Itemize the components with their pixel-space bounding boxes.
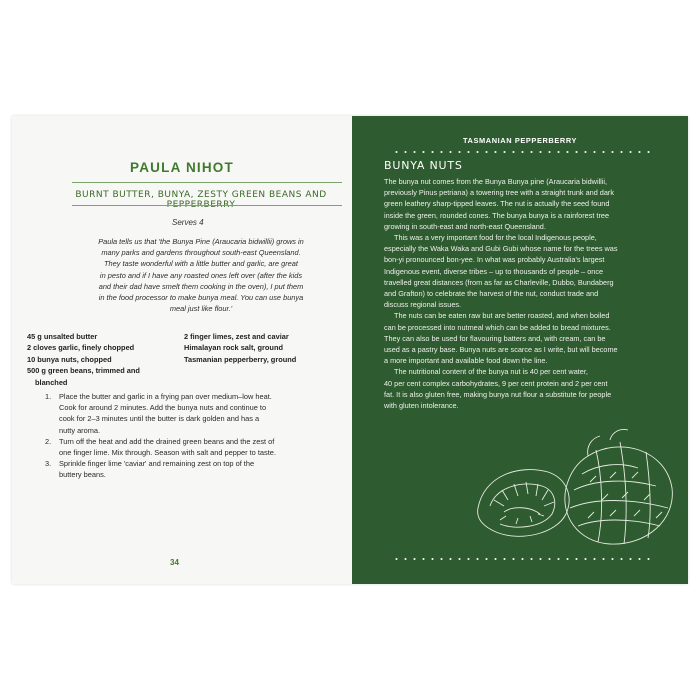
body-line: previously Pinus petriana) a towering tree with a straight trunk and dark (384, 188, 614, 198)
dotted-divider-bottom (392, 558, 652, 560)
dotted-divider-top (392, 151, 652, 153)
feature-title: BUNYA NUTS (384, 159, 463, 172)
step-number: 3. (45, 459, 52, 469)
intro-line: in the food processor to make bunya meal. You can use bunya (98, 293, 304, 303)
intro-line: meal just like flour.' (169, 304, 233, 314)
body-paragraph (384, 176, 670, 232)
recipe-intro (66, 236, 336, 314)
left-page (12, 116, 352, 584)
intro-line: They taste wonderful with a little butter and garlic, are great (104, 259, 298, 269)
step-number: 2. (45, 436, 52, 446)
ingredient-item: blanched (35, 377, 68, 387)
body-line: a more important and available food down the line. (384, 356, 548, 366)
step-number: 1. (45, 392, 52, 401)
ingredient-item: 500 g green beans, trimmed and (27, 366, 140, 376)
recipe-title: BURNT BUTTER, BUNYA, ZESTY GREEN BEANS AND PEPPERBERRY (75, 190, 327, 210)
intro-line: many parks and gardens throughout south-east Queensland. (101, 248, 301, 258)
body-paragraph (384, 310, 670, 366)
ingredients-column-2 (184, 331, 344, 365)
book-spread (12, 116, 688, 584)
body-line: with gluten intolerance. (384, 401, 459, 411)
body-paragraph (384, 366, 670, 411)
body-line: Indigenous event, diverse tribes – up to thousands of people – once (384, 266, 604, 276)
step-line: Place the butter and garlic in a frying pan over medium–low heat. (59, 392, 272, 401)
ingredient-item: 2 cloves garlic, finely chopped (27, 343, 135, 353)
step-text (59, 436, 276, 458)
ingredients-column-1 (27, 331, 187, 388)
step-text (59, 391, 272, 436)
step-line: Turn off the heat and add the drained green beans and the zest of (59, 436, 275, 446)
body-line: and Grafton) to celebrate the harvest of the nut, conduct trade and (384, 289, 599, 299)
method-steps (45, 391, 335, 481)
ingredient-item: Himalayan rock salt, ground (184, 343, 283, 353)
body-line: The nutritional content of the bunya nut is 40 per cent water, (394, 367, 588, 377)
step-line: nutty aroma. (59, 425, 101, 435)
body-line: especially the Waka Waka and Gubi Gubi whose name for the trees was (384, 244, 618, 254)
page-number: 34 (170, 558, 179, 567)
method-step (45, 458, 335, 480)
intro-line: Paula tells us that 'the Bunya Pine (Araucaria bidwillii) grows in (98, 237, 304, 246)
body-line: inside the green, rounded cones. The bunya bunya is a rainforest tree (384, 210, 609, 220)
author-name: PAULA NIHOT (130, 160, 234, 175)
ingredient-item: Tasmanian pepperberry, ground (184, 354, 297, 364)
feature-body (384, 176, 670, 411)
method-step (45, 391, 335, 436)
body-paragraph (384, 232, 670, 310)
step-line: buttery beans. (59, 470, 106, 480)
body-line: fat. It is also gluten free, making bunya nut flour a substitute for people (384, 389, 612, 399)
step-line: Sprinkle finger lime 'caviar' and remaining zest on top of the (59, 459, 255, 469)
method-step (45, 436, 335, 458)
body-line: The nuts can be eaten raw but are better roasted, and when boiled (394, 311, 610, 321)
body-line: green leathery sharp-tipped leaves. The nut is actually the seed found (384, 199, 610, 209)
title-rule-bottom (72, 205, 342, 206)
body-line: The bunya nut comes from the Bunya Bunya pine (Araucaria bidwillii, (384, 177, 608, 186)
body-line: bon-yi pronounced bon-yee. In what was probably Australia's largest (384, 255, 605, 265)
ingredient-item: 2 finger limes, zest and caviar (184, 332, 289, 341)
body-line: This was a very important food for the local Indigenous people, (394, 233, 597, 243)
ingredient-item: 45 g unsalted butter (27, 332, 98, 341)
body-line: They can also be used for flavouring batters and, with cream, can be (384, 333, 606, 343)
bunya-cone-illustration (470, 416, 680, 551)
right-page (352, 116, 688, 584)
step-line: one finger lime. Mix through. Season with salt and pepper to taste. (59, 448, 276, 458)
serves-label: Serves 4 (172, 218, 204, 227)
step-text (59, 458, 254, 480)
intro-line: and their dad have smelt them cooking in the oven), I put them (98, 281, 304, 291)
step-line: cook for 2–3 minutes until the butter is dark golden and has a (59, 414, 260, 424)
title-rule-top (72, 182, 342, 183)
section-heading: TASMANIAN PEPPERBERRY (462, 136, 578, 145)
body-line: discuss regional issues. (384, 300, 462, 310)
ingredient-item: 10 bunya nuts, chopped (27, 354, 112, 364)
body-line: 40 per cent complex carbohydrates, 9 per cent protein and 2 per cent (384, 378, 608, 388)
body-line: used as a pastry base. Bunya nuts are scarce as I write, but will become (384, 345, 618, 355)
body-line: can be processed into nutmeal which can be added to bread mixtures. (384, 322, 611, 332)
body-line: travelled great distances (from as far as Charleville, Dubbo, Bundaberg (384, 277, 614, 287)
body-line: growing in south-east and north-east Queensland. (384, 221, 546, 231)
step-line: Cook for around 2 minutes. Add the bunya nuts and continue to (59, 403, 267, 413)
intro-line: in pesto and if I have any roasted ones left over (after the kids (99, 270, 303, 280)
